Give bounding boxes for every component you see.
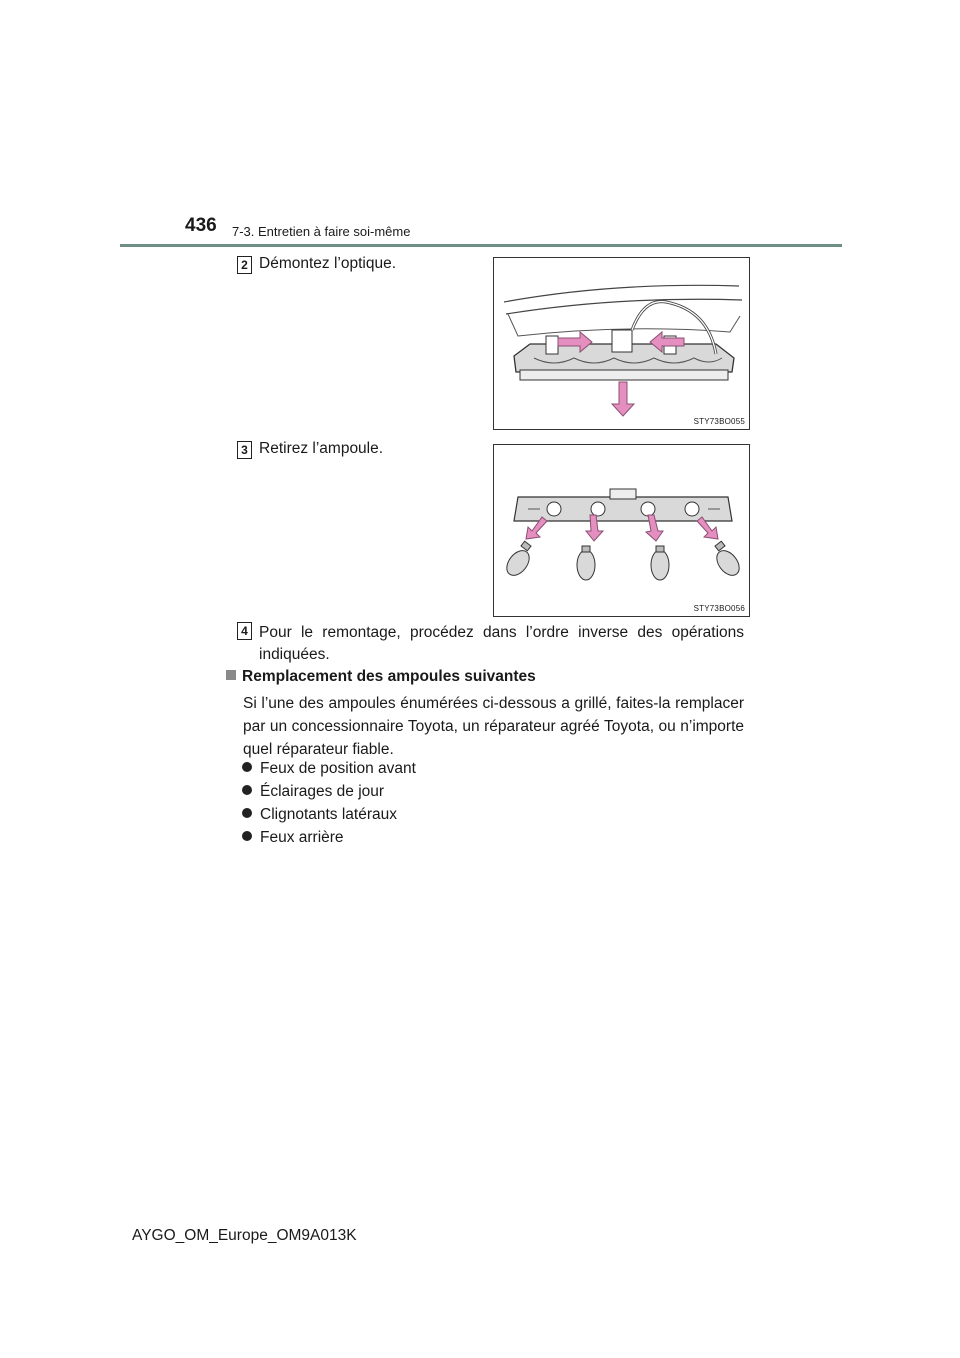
step-3-badge: 3 <box>237 441 252 459</box>
footer-doc-id: AYGO_OM_Europe_OM9A013K <box>132 1227 357 1244</box>
square-bullet-icon <box>226 670 236 680</box>
bulb-removal-illustration <box>494 445 751 618</box>
bullet-icon <box>242 831 252 841</box>
step-4-text: Pour le remontage, procédez dans l’ordre inverse des opérations indiquées. <box>259 624 744 663</box>
step-3-text: Retirez l’ampoule. <box>259 440 384 457</box>
figure-code: STY73BO055 <box>693 417 745 426</box>
page-number: 436 <box>185 215 217 236</box>
list-item <box>242 783 384 801</box>
section-heading-text: Remplacement des ampoules suivantes <box>242 668 536 685</box>
step-2-text: Démontez l’optique. <box>259 255 396 272</box>
bullet-icon <box>242 762 252 772</box>
list-item <box>242 760 416 778</box>
lamp-removal-illustration <box>494 258 751 431</box>
section-body: Si l’une des ampoules énumérées ci-dessous a grillé, faites-la remplacer par un concessionnaire Toyota, un réparateur agréé Toyota, ou n’importe quel réparateur fiable. <box>243 695 744 758</box>
figure-bulb-removal <box>493 444 750 617</box>
list-item-text: Feux arrière <box>260 829 344 846</box>
bullet-icon <box>242 785 252 795</box>
bullet-icon <box>242 808 252 818</box>
list-item-text: Feux de position avant <box>260 760 416 777</box>
list-item-text: Clignotants latéraux <box>260 806 397 823</box>
figure-lamp-removal <box>493 257 750 430</box>
list-item <box>242 829 344 847</box>
section-title: 7-3. Entretien à faire soi-même <box>232 224 411 239</box>
figure-code: STY73BO056 <box>693 604 745 613</box>
list-item-text: Éclairages de jour <box>260 783 385 800</box>
list-item <box>242 806 397 824</box>
section-heading <box>226 668 536 686</box>
step-4-badge: 4 <box>237 622 252 640</box>
header-divider <box>120 244 842 247</box>
step-2-badge: 2 <box>237 256 252 274</box>
